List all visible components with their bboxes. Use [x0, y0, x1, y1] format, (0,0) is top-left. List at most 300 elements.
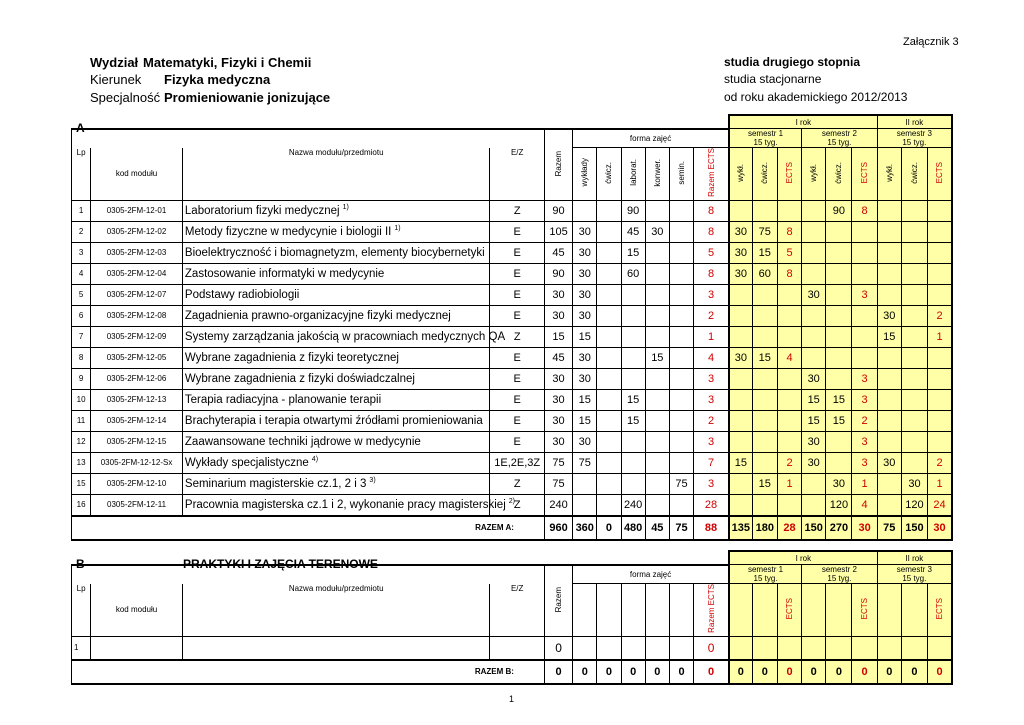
row-s2e	[852, 326, 877, 347]
total-b-ects: 0	[694, 660, 729, 684]
row-s1c: 15	[752, 473, 777, 494]
b-sem3-header: semestr 3 15 tyg.	[877, 565, 952, 584]
row-s2e: 8	[852, 200, 877, 221]
row-s3e: 2	[928, 305, 952, 326]
row-s3c	[901, 221, 927, 242]
row-s1c	[752, 494, 777, 516]
row-nazwa-text: Zagadnienia prawno-organizacyjne fizyki medycznej	[184, 309, 451, 322]
row-cw	[597, 242, 621, 263]
row-sem	[669, 368, 693, 389]
row-konw	[645, 200, 669, 221]
row-ez: E	[490, 263, 544, 284]
row-s3e	[928, 284, 952, 305]
row-nazwa-text: Wybrane zagadnienia z fizyki doświadczalnej	[184, 372, 415, 385]
row-s2e: 3	[852, 368, 877, 389]
row-s3c	[901, 347, 927, 368]
row-sem	[669, 200, 693, 221]
row-lab	[621, 473, 645, 494]
row-lab: 90	[621, 200, 645, 221]
row-ects: 8	[694, 263, 729, 284]
s1-ects-header: ECTS	[777, 148, 801, 201]
b-forma-header: forma zajęć	[573, 565, 729, 584]
row-kod: 0305-2FM-12-05	[91, 347, 183, 368]
row-razem: 75	[544, 473, 572, 494]
row-sem	[669, 452, 693, 473]
row-s2e	[852, 263, 877, 284]
row-cw	[597, 284, 621, 305]
row-ez: E	[490, 305, 544, 326]
b-sem1-header: semestr 1 15 tyg.	[729, 565, 802, 584]
b-empty-1	[573, 584, 597, 637]
total-b-konw: 0	[645, 660, 669, 684]
row-s2w	[802, 221, 826, 242]
b-lp-header: Lp	[72, 584, 91, 637]
wyk-header: wykłady	[573, 148, 597, 201]
section-b-table	[71, 550, 953, 685]
b-kod-header: kod modułu	[91, 584, 183, 637]
total-b-s3e: 0	[928, 660, 952, 684]
row-s2c	[826, 305, 852, 326]
row-nazwa-text: Wykłady specjalistyczne	[184, 457, 309, 470]
row-kod: 0305-2FM-12-15	[91, 431, 183, 452]
row-ects: 3	[694, 473, 729, 494]
row-s2c: 15	[826, 389, 852, 410]
row-ects: 2	[694, 305, 729, 326]
from-year: od roku akademickiego 2012/2013	[724, 90, 908, 104]
table-row	[72, 347, 953, 368]
row-razem: 30	[544, 284, 572, 305]
row-s2w	[802, 242, 826, 263]
row-kod: 0305-2FM-12-09	[91, 326, 183, 347]
row-cw	[597, 347, 621, 368]
row-wyk: 30	[573, 305, 597, 326]
row-nazwa	[182, 347, 490, 368]
row-cw	[597, 410, 621, 431]
row-ez: Z	[490, 326, 544, 347]
row-ects: 8	[694, 200, 729, 221]
b-empty-3	[621, 584, 645, 637]
row-lp: 12	[72, 431, 91, 452]
row-nazwa	[182, 473, 490, 494]
row-razem: 90	[544, 263, 572, 284]
table-row	[72, 494, 953, 516]
row-lp: 9	[72, 368, 91, 389]
row-s3e: 2	[928, 452, 952, 473]
row-wyk: 30	[573, 242, 597, 263]
total-b-s3w: 0	[877, 660, 901, 684]
row-konw	[645, 284, 669, 305]
row-nazwa	[182, 494, 515, 516]
row-s1e: 8	[777, 221, 801, 242]
row-footnote: 1)	[342, 204, 349, 212]
row-razem: 75	[544, 452, 572, 473]
row-s2c	[826, 452, 852, 473]
row-s1w	[729, 473, 752, 494]
row-nazwa-text: Pracownia magisterska cz.1 i 2, wykonanie pracy magisterskiej	[184, 499, 506, 512]
row-wyk: 30	[573, 284, 597, 305]
row-wyk: 30	[573, 347, 597, 368]
row-s3c: 120	[901, 494, 927, 516]
row-s3w	[877, 221, 901, 242]
row-nazwa	[182, 221, 490, 242]
total-b-s1c: 0	[752, 660, 777, 684]
row-s2w: 15	[802, 410, 826, 431]
row-s2c: 90	[826, 200, 852, 221]
sem1-header: semestr 1 15 tyg.	[729, 129, 802, 148]
b-row-ects: 0	[694, 636, 729, 660]
row-ez: E	[490, 431, 544, 452]
row-ez: 1E,2E,3Z	[490, 452, 544, 473]
row-ects: 7	[694, 452, 729, 473]
section-a-total-row	[72, 516, 953, 540]
row-s3c	[901, 200, 927, 221]
row-lp: 15	[72, 473, 91, 494]
sem3-header: semestr 3 15 tyg.	[877, 129, 952, 148]
row-cw	[597, 473, 621, 494]
total-a-cw: 0	[597, 516, 621, 540]
row-lp: 4	[72, 263, 91, 284]
b-sem2-header: semestr 2 15 tyg.	[802, 565, 878, 584]
row-kod: 0305-2FM-12-06	[91, 368, 183, 389]
row-ez: E	[490, 284, 544, 305]
row-nazwa	[182, 263, 490, 284]
row-ez: E	[490, 368, 544, 389]
s2-ects-header: ECTS	[852, 148, 877, 201]
b-s3-ects-header: ECTS	[928, 584, 952, 637]
s1-cwicz-header: ćwicz.	[752, 148, 777, 201]
specialty-value: Promieniowanie jonizujące	[164, 90, 331, 105]
row-konw	[645, 326, 669, 347]
row-wyk	[573, 200, 597, 221]
table-row	[72, 368, 953, 389]
row-ects: 1	[694, 326, 729, 347]
row-wyk: 30	[573, 431, 597, 452]
row-s3w	[877, 473, 901, 494]
row-lab	[621, 305, 645, 326]
row-wyk: 30	[573, 263, 597, 284]
razem-header: Razem	[544, 129, 572, 201]
table-row	[72, 305, 953, 326]
total-b-s2w: 0	[802, 660, 826, 684]
row-s3w	[877, 431, 901, 452]
row-razem: 45	[544, 242, 572, 263]
row-lab	[621, 431, 645, 452]
row-footnote: 4)	[311, 456, 319, 464]
row-razem: 90	[544, 200, 572, 221]
total-b-s3c: 0	[901, 660, 927, 684]
section-b-label: B	[76, 557, 85, 571]
total-a-ects: 88	[694, 516, 729, 540]
row-lp: 7	[72, 326, 91, 347]
row-cw	[597, 368, 621, 389]
row-s1c: 15	[752, 347, 777, 368]
row-lp: 2	[72, 221, 91, 242]
row-kod: 0305-2FM-12-07	[91, 284, 183, 305]
row-s2c	[826, 368, 852, 389]
total-b-s1e: 0	[777, 660, 801, 684]
row-ez: E	[490, 410, 544, 431]
row-ects: 3	[694, 284, 729, 305]
row-cw	[597, 305, 621, 326]
row-ez: Z	[490, 494, 544, 516]
row-lp: 10	[72, 389, 91, 410]
row-s2e: 3	[852, 284, 877, 305]
row-ez: E	[490, 389, 544, 410]
row-ects: 28	[694, 494, 729, 516]
row-ects: 3	[694, 431, 729, 452]
row-razem: 30	[544, 305, 572, 326]
row-lab: 15	[621, 242, 645, 263]
row-s2c	[826, 326, 852, 347]
page-number: 1	[509, 694, 515, 704]
row-s2e: 3	[852, 431, 877, 452]
row-footnote: 3)	[369, 477, 376, 485]
row-s2w: 30	[802, 452, 826, 473]
row-kod: 0305-2FM-12-14	[91, 410, 183, 431]
row-s1e: 8	[777, 263, 801, 284]
row-konw	[645, 410, 669, 431]
row-s2e: 3	[852, 452, 877, 473]
row-lp: 6	[72, 305, 91, 326]
row-s2e: 2	[852, 410, 877, 431]
row-nazwa	[182, 452, 490, 473]
row-cw	[597, 221, 621, 242]
total-b-s1w: 0	[729, 660, 752, 684]
b-year1-header: I rok	[729, 551, 877, 565]
row-s2w	[802, 263, 826, 284]
table-row	[72, 242, 953, 263]
b-s3-empty-2	[901, 584, 927, 637]
total-b-wyk: 0	[573, 660, 597, 684]
row-nazwa	[182, 368, 490, 389]
row-s3w	[877, 494, 901, 516]
sem-header: semin.	[669, 148, 693, 201]
total-a-konw: 45	[645, 516, 669, 540]
row-nazwa	[182, 284, 490, 305]
row-nazwa-text: Wybrane zagadnienia z fizyki teoretycznej	[184, 351, 399, 364]
row-footnote: 2)	[508, 498, 515, 506]
row-s2w: 30	[802, 368, 826, 389]
section-b-total-row	[72, 660, 953, 684]
total-a-s1e: 28	[777, 516, 801, 540]
kod-header: kod modułu	[91, 148, 183, 201]
table-row	[72, 389, 953, 410]
row-s3c	[901, 389, 927, 410]
study-mode: studia stacjonarne	[724, 72, 822, 86]
row-s2c: 30	[826, 473, 852, 494]
row-nazwa	[182, 389, 490, 410]
row-s3w	[877, 389, 901, 410]
b-row-lp: 1	[72, 636, 91, 660]
row-lab	[621, 368, 645, 389]
row-s1e	[777, 368, 801, 389]
row-ez: E	[490, 221, 544, 242]
row-razem: 30	[544, 368, 572, 389]
row-s1c	[752, 368, 777, 389]
row-s1w	[729, 284, 752, 305]
b-empty-5	[669, 584, 693, 637]
row-lab: 240	[621, 494, 645, 516]
row-konw	[645, 473, 669, 494]
row-razem: 30	[544, 410, 572, 431]
row-s2c	[826, 347, 852, 368]
attachment-label: Załącznik 3	[903, 36, 959, 48]
row-nazwa-text: Seminarium magisterskie cz.1, 2 i 3	[184, 478, 367, 491]
row-s2c	[826, 242, 852, 263]
row-s1e: 1	[777, 473, 801, 494]
row-nazwa-text: Brachyterapia i terapia otwartymi źródłami promieniowania	[184, 414, 483, 427]
total-b-s2c: 0	[826, 660, 852, 684]
row-s2w	[802, 200, 826, 221]
row-sem	[669, 326, 693, 347]
row-s1c: 75	[752, 221, 777, 242]
row-s3e	[928, 347, 952, 368]
row-s3e	[928, 410, 952, 431]
row-kod: 0305-2FM-12-01	[91, 200, 183, 221]
row-nazwa-text: Laboratorium fizyki medycznej	[184, 205, 340, 218]
row-s1e: 2	[777, 452, 801, 473]
row-konw	[645, 389, 669, 410]
row-s1w: 30	[729, 347, 752, 368]
row-s3w: 30	[877, 452, 901, 473]
ez-header: E/Z	[490, 148, 544, 201]
row-sem: 75	[669, 473, 693, 494]
total-b-cw: 0	[597, 660, 621, 684]
total-a-s3w: 75	[877, 516, 901, 540]
faculty-label: Wydział	[90, 55, 139, 70]
row-lab	[621, 284, 645, 305]
row-nazwa-text: Metody fizyczne w medycynie i biologii II	[184, 226, 392, 239]
row-ects: 3	[694, 389, 729, 410]
row-wyk: 15	[573, 326, 597, 347]
b-razem-ects-header: Razem ECTS	[694, 584, 729, 637]
total-b-s2e: 0	[852, 660, 877, 684]
total-a-s3c: 150	[901, 516, 927, 540]
row-lp: 8	[72, 347, 91, 368]
razem-ects-header: Razem ECTS	[694, 148, 729, 201]
row-s1w	[729, 410, 752, 431]
year2-header: II rok	[877, 115, 952, 129]
row-sem	[669, 284, 693, 305]
row-lp: 1	[72, 200, 91, 221]
table-row	[72, 200, 953, 221]
row-s3e	[928, 263, 952, 284]
row-s2w	[802, 473, 826, 494]
row-ez: Z	[490, 200, 544, 221]
row-kod: 0305-2FM-12-04	[91, 263, 183, 284]
row-sem	[669, 221, 693, 242]
row-s1w	[729, 326, 752, 347]
row-s3e: 24	[928, 494, 952, 516]
b-year2-header: II rok	[877, 551, 952, 565]
b-s1-empty-1	[729, 584, 752, 637]
row-ects: 2	[694, 410, 729, 431]
row-sem	[669, 410, 693, 431]
row-lab: 45	[621, 221, 645, 242]
table-row	[72, 263, 953, 284]
row-s3c: 30	[901, 473, 927, 494]
row-wyk: 75	[573, 452, 597, 473]
row-s3w	[877, 284, 901, 305]
row-s1e	[777, 389, 801, 410]
row-s2c: 15	[826, 410, 852, 431]
total-a-sem: 75	[669, 516, 693, 540]
row-s1e	[777, 410, 801, 431]
row-cw	[597, 494, 621, 516]
b-empty-2	[597, 584, 621, 637]
row-lp: 5	[72, 284, 91, 305]
row-ez: E	[490, 242, 544, 263]
row-konw	[645, 431, 669, 452]
row-nazwa	[182, 326, 506, 347]
row-nazwa	[182, 200, 490, 221]
row-s2c	[826, 284, 852, 305]
row-s1c	[752, 305, 777, 326]
row-s3e	[928, 368, 952, 389]
row-nazwa-text: Podstawy radiobiologii	[184, 288, 300, 301]
total-a-label: RAZEM A:	[72, 516, 545, 540]
row-s2e: 4	[852, 494, 877, 516]
row-s3w	[877, 410, 901, 431]
row-nazwa	[182, 431, 490, 452]
row-konw	[645, 263, 669, 284]
row-s3w	[877, 242, 901, 263]
row-s2w	[802, 494, 826, 516]
row-s3c	[901, 431, 927, 452]
row-s1w: 30	[729, 221, 752, 242]
row-s3e	[928, 389, 952, 410]
row-s3c	[901, 452, 927, 473]
row-razem: 15	[544, 326, 572, 347]
direction-value: Fizyka medyczna	[164, 72, 271, 87]
row-wyk	[573, 473, 597, 494]
row-s1e	[777, 284, 801, 305]
row-konw	[645, 494, 669, 516]
specialty-label: Specjalność	[90, 90, 161, 105]
row-s3w: 15	[877, 326, 901, 347]
row-s2c	[826, 431, 852, 452]
row-s3e	[928, 221, 952, 242]
year1-header: I rok	[729, 115, 877, 129]
row-s3e: 1	[928, 473, 952, 494]
row-konw	[645, 368, 669, 389]
row-s3c	[901, 368, 927, 389]
row-konw	[645, 452, 669, 473]
row-s2e: 1	[852, 473, 877, 494]
row-s1e: 4	[777, 347, 801, 368]
row-s2w	[802, 326, 826, 347]
row-s2e	[852, 221, 877, 242]
row-s3c	[901, 242, 927, 263]
row-s2w	[802, 305, 826, 326]
row-lp: 13	[72, 452, 91, 473]
row-lp: 3	[72, 242, 91, 263]
row-footnote: 1)	[394, 225, 401, 233]
cw-header: ćwicz.	[597, 148, 621, 201]
row-s1w: 30	[729, 263, 752, 284]
total-a-wyk: 360	[573, 516, 597, 540]
row-s1c	[752, 200, 777, 221]
total-b-label: RAZEM B:	[72, 660, 545, 684]
section-a-table	[71, 114, 953, 541]
row-s2e	[852, 242, 877, 263]
row-s1e	[777, 305, 801, 326]
row-cw	[597, 389, 621, 410]
row-sem	[669, 389, 693, 410]
b-s2-empty-1	[802, 584, 826, 637]
row-sem	[669, 431, 693, 452]
total-a-razem: 960	[544, 516, 572, 540]
